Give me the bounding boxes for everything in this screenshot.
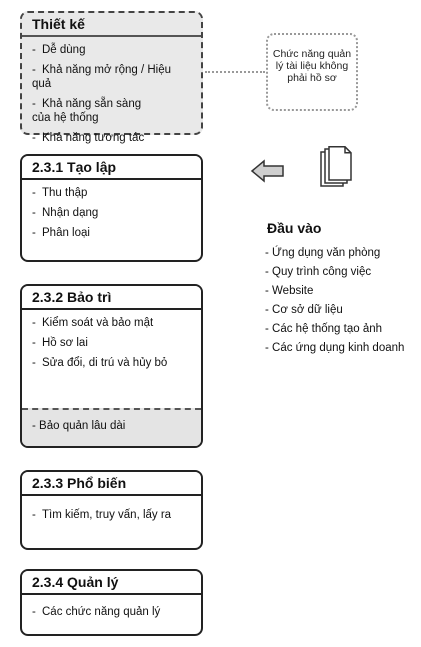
create-list — [22, 180, 201, 240]
create-box — [20, 154, 203, 262]
list-item: - Các chức năng quản lý — [32, 606, 161, 618]
maintain-list — [22, 310, 201, 370]
maintain-box — [20, 284, 203, 448]
list-item: - Kiểm soát và bảo mật — [32, 317, 154, 329]
note-box — [266, 33, 358, 111]
list-item: - Tìm kiếm, truy vấn, lấy ra — [32, 509, 172, 521]
distribute-box — [20, 470, 203, 550]
list-item: - Website — [265, 285, 314, 297]
list-item: - Khả năng tương tác — [32, 132, 145, 144]
distribute-title: 2.3.3 Phổ biến — [22, 472, 201, 496]
maintain-subsection: - Bảo quản lâu dài — [22, 408, 201, 446]
list-item: - Các ứng dụng kinh doanh — [265, 342, 405, 354]
note-text: Chức năng quản lý tài liệu không phải hồ sơ — [272, 48, 352, 84]
list-item: - Cơ sở dữ liệu — [265, 304, 343, 316]
inputs-list — [265, 246, 404, 360]
maintain-sub-label: Bảo quản lâu dài — [39, 420, 126, 432]
manage-box — [20, 569, 203, 636]
design-box — [20, 11, 203, 144]
list-item: - Khả năng sẵn sàng của hệ thống — [32, 98, 142, 124]
manage-list — [22, 595, 201, 619]
distribute-list — [22, 496, 201, 522]
list-item: - Các hệ thống tạo ảnh — [265, 323, 383, 335]
documents-icon — [318, 146, 354, 190]
design-title: Thiết kế — [22, 13, 201, 37]
dotted-connector — [205, 71, 265, 73]
manage-title: 2.3.4 Quản lý — [22, 571, 201, 595]
list-item: - Ứng dụng văn phòng — [265, 247, 381, 259]
list-item: - Sửa đổi, di trú và hủy bỏ — [32, 357, 168, 369]
left-arrow-icon — [250, 158, 286, 184]
list-item: - Hồ sơ lai — [32, 337, 88, 349]
list-item: - Phân loại — [32, 227, 90, 239]
inputs-title: Đầu vào — [267, 220, 322, 236]
list-item: - Khả năng mở rộng / Hiệu quả — [32, 64, 172, 90]
list-item: - Nhận dạng — [32, 207, 99, 219]
create-title: 2.3.1 Tạo lập — [22, 156, 201, 180]
list-item: - Thu thập — [32, 187, 88, 199]
list-item: - Quy trình công việc — [265, 266, 372, 278]
list-item: - Dễ dùng — [32, 44, 86, 56]
maintain-title: 2.3.2 Bảo trì — [22, 286, 201, 310]
design-list — [22, 37, 201, 145]
